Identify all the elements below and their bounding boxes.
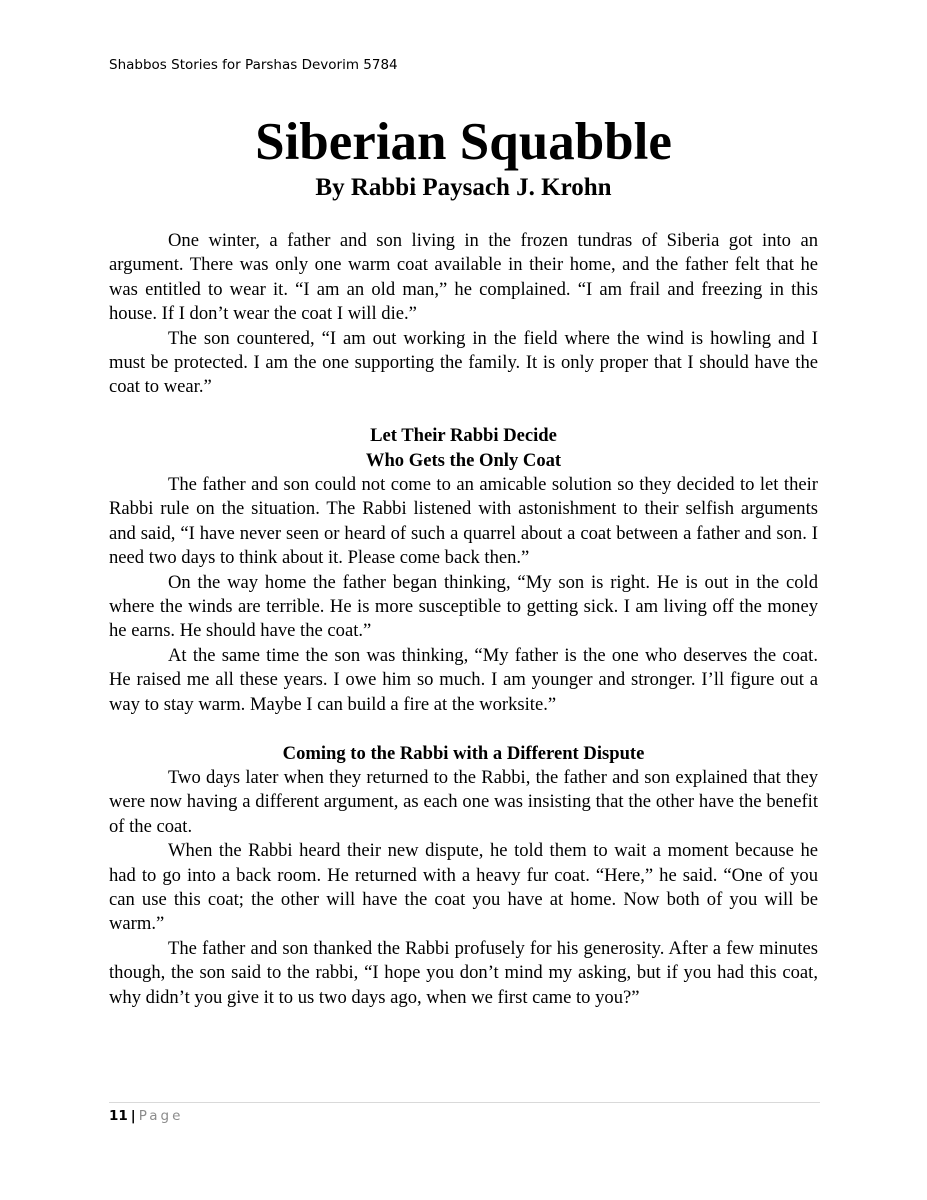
section-heading: Let Their Rabbi Decide [370, 425, 557, 447]
paragraph: At the same time the son was thinking, “My father is the one who deserves the coat. He raised me all these years. I owe him so much. I am younger and stronger. I’ll figure out a way to stay warm. Maybe I can build a fire at the worksite.” [109, 644, 818, 715]
article-byline: By Rabbi Paysach J. Krohn [315, 174, 612, 201]
paragraph: When the Rabbi heard their new dispute, he told them to wait a moment because he had to go into a back room. He returned with a heavy fur coat. “Here,” he said. “One of you can use this coat; the other will have the coat you have at home. Now both of you will be warm.” [109, 840, 818, 935]
paragraph: The father and son thanked the Rabbi profusely for his generosity. After a few minutes though, the son said to the rabbi, “I hope you don’t mind my asking, but if you had this coat, why didn’t you give it to us two days ago, when we first came to you?” [109, 937, 818, 1008]
section-heading: Coming to the Rabbi with a Different Dispute [282, 742, 645, 764]
footer-divider [109, 1102, 820, 1103]
section-heading: Who Gets the Only Coat [365, 449, 562, 471]
paragraph: The father and son could not come to an amicable solution so they decided to let their Rabbi rule on the situation. The Rabbi listened with astonishment to their selfish arguments and said, “I have never seen or heard of such a quarrel about a coat between a father and son. I need two days to think about it. Please come back then.” [109, 474, 818, 569]
page-footer [109, 1106, 183, 1126]
paragraph: Two days later when they returned to the Rabbi, the father and son explained that they were now having a different argument, as each one was insisting that the other have the benefit of the coat. [109, 766, 818, 837]
paragraph: On the way home the father began thinking, “My son is right. He is out in the cold where the winds are terrible. He is more susceptible to getting sick. I am living off the money he earns. He should have the coat.” [109, 571, 818, 642]
article-title: Siberian Squabble [255, 113, 672, 171]
article-body [109, 229, 818, 1010]
paragraph: One winter, a father and son living in the frozen tundras of Siberia got into an argument. There was only one warm coat available in their home, and the father felt that he was entitled to wear it. “I am an old man,” he complained. “I am frail and freezing in this house. If I don’t wear the coat I will die.” [109, 230, 818, 325]
section-spacer [109, 400, 818, 424]
footer-separator: | [130, 1108, 136, 1124]
page-number: 11 [109, 1108, 128, 1124]
paragraph: The son countered, “I am out working in the field where the wind is howling and I must be protected. I am the one supporting the family. It is only proper that I should have the coat to wear.” [109, 327, 818, 398]
page-label: Page [138, 1108, 184, 1124]
running-header: Shabbos Stories for Parshas Devorim 5784 [109, 57, 398, 73]
section-spacer [109, 717, 818, 741]
